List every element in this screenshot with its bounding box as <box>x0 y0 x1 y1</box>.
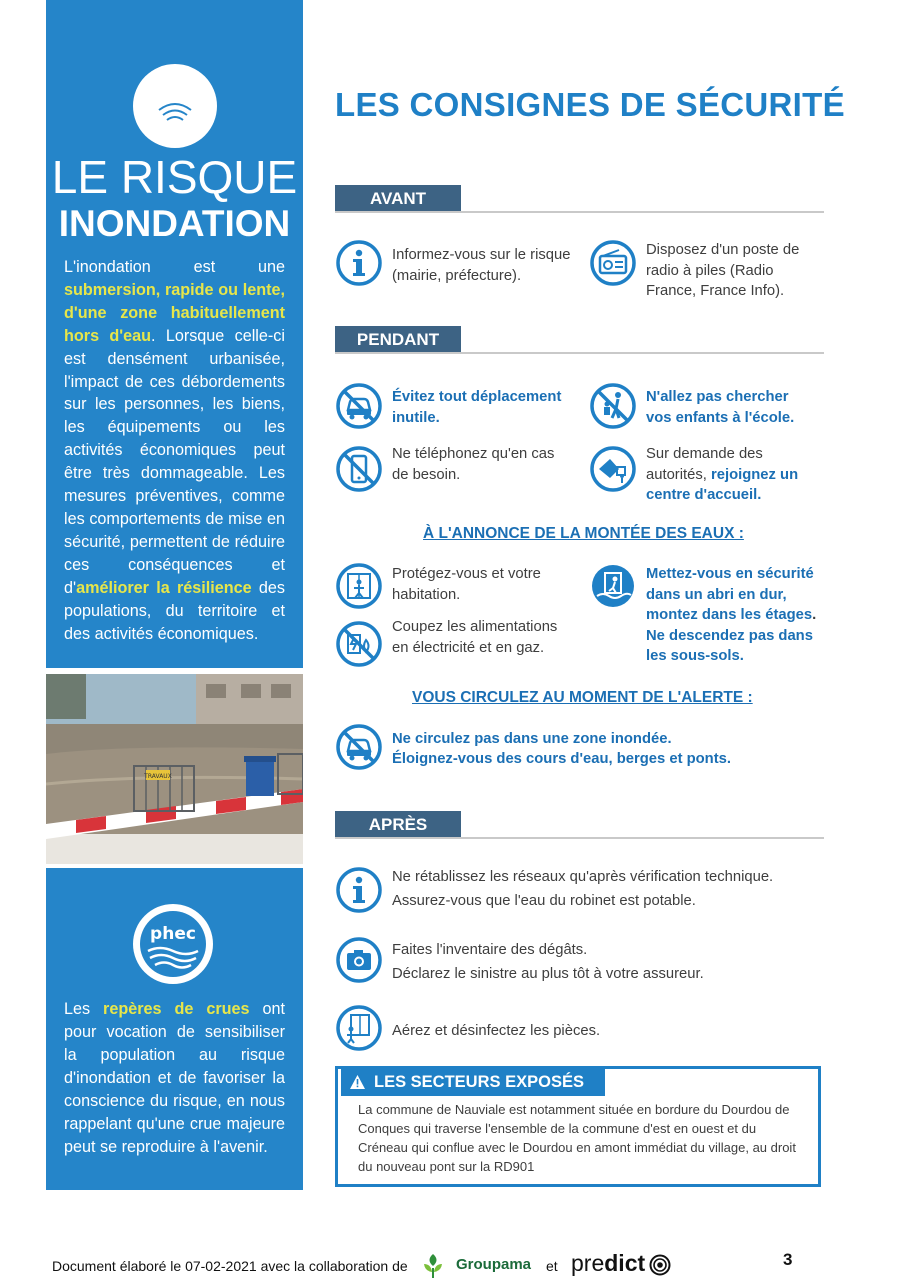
shelter-icon <box>589 445 637 493</box>
phec-description <box>64 998 285 1159</box>
alerte-heading: VOUS CIRCULEZ AU MOMENT DE L'ALERTE : <box>412 689 753 706</box>
sector-line: La commune de Nauviale est notamment située en bordure du Dourdou de <box>358 1102 790 1117</box>
protect-home-icon <box>335 562 383 610</box>
apres-networks-line2: Assurez-vous que l'eau du robinet est potable. <box>392 893 696 909</box>
groupama-logo-icon <box>418 1250 448 1280</box>
no-car-icon <box>335 382 383 430</box>
phec-text-part: ont pour vocation de sensibiliser la population au risque d'inondation et de favoriser la conscience du risque, en nous rappelant qu'une crue majeure peut se reproduire à l'avenir. <box>64 1000 285 1156</box>
phec-text-highlight: repères de crues <box>103 1000 250 1018</box>
climb-text-bold2: Ne descendez pas dans les sous-sols. <box>646 627 813 664</box>
sector-line: Conques qui traverse l'ensemble de la commune d'est en ouest et du <box>358 1121 757 1136</box>
section-divider <box>335 211 824 213</box>
page-number: 3 <box>783 1250 793 1269</box>
no-car-flood-icon <box>335 723 383 771</box>
climb-text-bold: Mettez-vous en sécurité dans un abri en dur, montez dans les étages <box>646 566 814 623</box>
shelter-text-plain: Sur demande des autorités, <box>646 446 763 483</box>
predict-brand <box>571 1250 645 1277</box>
pendant-protect-text: Protégez-vous et votre habitation. <box>392 566 541 603</box>
no-phone-icon <box>335 445 383 493</box>
flood-photo <box>46 674 303 864</box>
shelter-text-bold: rejoignez un centre d'accueil. <box>646 466 799 503</box>
pendant-phone-text: Ne téléphonez qu'en cas de besoin. <box>392 446 555 483</box>
info-icon <box>335 866 383 914</box>
section-tab-pendant: PENDANT <box>335 326 461 354</box>
section-tab-avant: AVANT <box>335 185 461 213</box>
annonce-heading: À L'ANNONCE DE LA MONTÉE DES EAUX : <box>423 525 744 542</box>
pendant-no-travel-text: Évitez tout déplacement inutile. <box>392 389 562 426</box>
section-divider <box>335 837 824 839</box>
no-school-icon <box>589 382 637 430</box>
section-divider <box>335 352 824 354</box>
risk-title-line2: INONDATION <box>58 203 291 244</box>
exposed-sectors-header <box>341 1069 605 1096</box>
exposed-sectors-text <box>358 1100 820 1180</box>
phec-logo <box>133 904 213 984</box>
risk-text-highlight: améliorer la résilience <box>76 578 252 597</box>
info-icon <box>335 239 383 287</box>
photo-sign-text: TRAVAUX <box>144 773 172 780</box>
apres-inventory-line1: Faites l'inventaire des dégâts. <box>392 942 588 958</box>
pendant-climb-text <box>646 564 821 667</box>
phec-text-part: Les <box>64 1000 104 1018</box>
footer-et: et <box>546 1258 558 1274</box>
climb-text-plain: . <box>812 607 817 623</box>
alerte-line1: Ne circulez pas dans une zone inondée. <box>392 731 672 747</box>
exposed-sectors-title: LES SECTEURS EXPOSÉS <box>374 1073 584 1091</box>
risk-text-part: . Lorsque celle-ci est densément urbanisée, l'impact de ces débordements sur les personnes, les biens, les équipements ou les activités économiques peut être très dommageable. Les mesures préventives, comme les comportements de mise en sécurité, permettent de réduire ces conséquences et d' <box>64 326 285 597</box>
groupama-brand: Groupama <box>456 1256 532 1273</box>
predict-brand-pre: pre <box>571 1250 605 1276</box>
radio-icon <box>589 239 637 287</box>
climb-icon <box>589 562 637 610</box>
pendant-power-text: Coupez les alimentations en électricité et en gaz. <box>392 619 558 656</box>
ventilate-icon <box>335 1004 383 1052</box>
warning-icon <box>350 1071 364 1098</box>
page-title: LES CONSIGNES DE SÉCURITÉ <box>335 86 845 123</box>
risk-title-line1: LE RISQUE <box>51 151 298 203</box>
avant-info-text: Informez-vous sur le risque (mairie, préfecture). <box>392 247 571 284</box>
alerte-line2: Éloignez-vous des cours d'eau, berges et ponts. <box>392 751 731 767</box>
no-power-icon <box>335 620 383 668</box>
avant-radio-text: Disposez d'un poste de radio à piles (Radio France, France Info). <box>646 242 800 299</box>
predict-logo-icon <box>649 1254 671 1276</box>
sector-line: Créneau qui conflue avec le Dourdou en amont immédiat du village, au droit <box>358 1140 796 1155</box>
pendant-no-school-text: N'allez pas chercher vos enfants à l'école. <box>646 389 795 426</box>
apres-inventory-line2: Déclarez le sinistre au plus tôt à votre assureur. <box>392 966 704 982</box>
camera-icon <box>335 936 383 984</box>
sector-line: du nouveau pont sur la RD901 <box>358 1159 535 1174</box>
pendant-shelter-text <box>646 444 816 506</box>
section-tab-apres: APRÈS <box>335 811 461 839</box>
risk-description <box>64 256 285 645</box>
wave-logo-icon <box>133 64 217 148</box>
footer-credit: Document élaboré le 07-02-2021 avec la collaboration de <box>52 1258 408 1274</box>
risk-text-part: des populations, du territoire et des activités économiques. <box>64 578 285 643</box>
risk-text-highlight: submersion, rapide ou lente, d'une zone habituellement hors d'eau <box>64 280 285 345</box>
apres-ventilate-line1: Aérez et désinfectez les pièces. <box>392 1023 601 1039</box>
predict-brand-post: dict <box>604 1250 646 1276</box>
phec-logo-text: phec <box>150 924 196 944</box>
risk-text-part: L'inondation est une <box>64 258 285 276</box>
apres-networks-line1: Ne rétablissez les réseaux qu'après vérification technique. <box>392 869 774 885</box>
